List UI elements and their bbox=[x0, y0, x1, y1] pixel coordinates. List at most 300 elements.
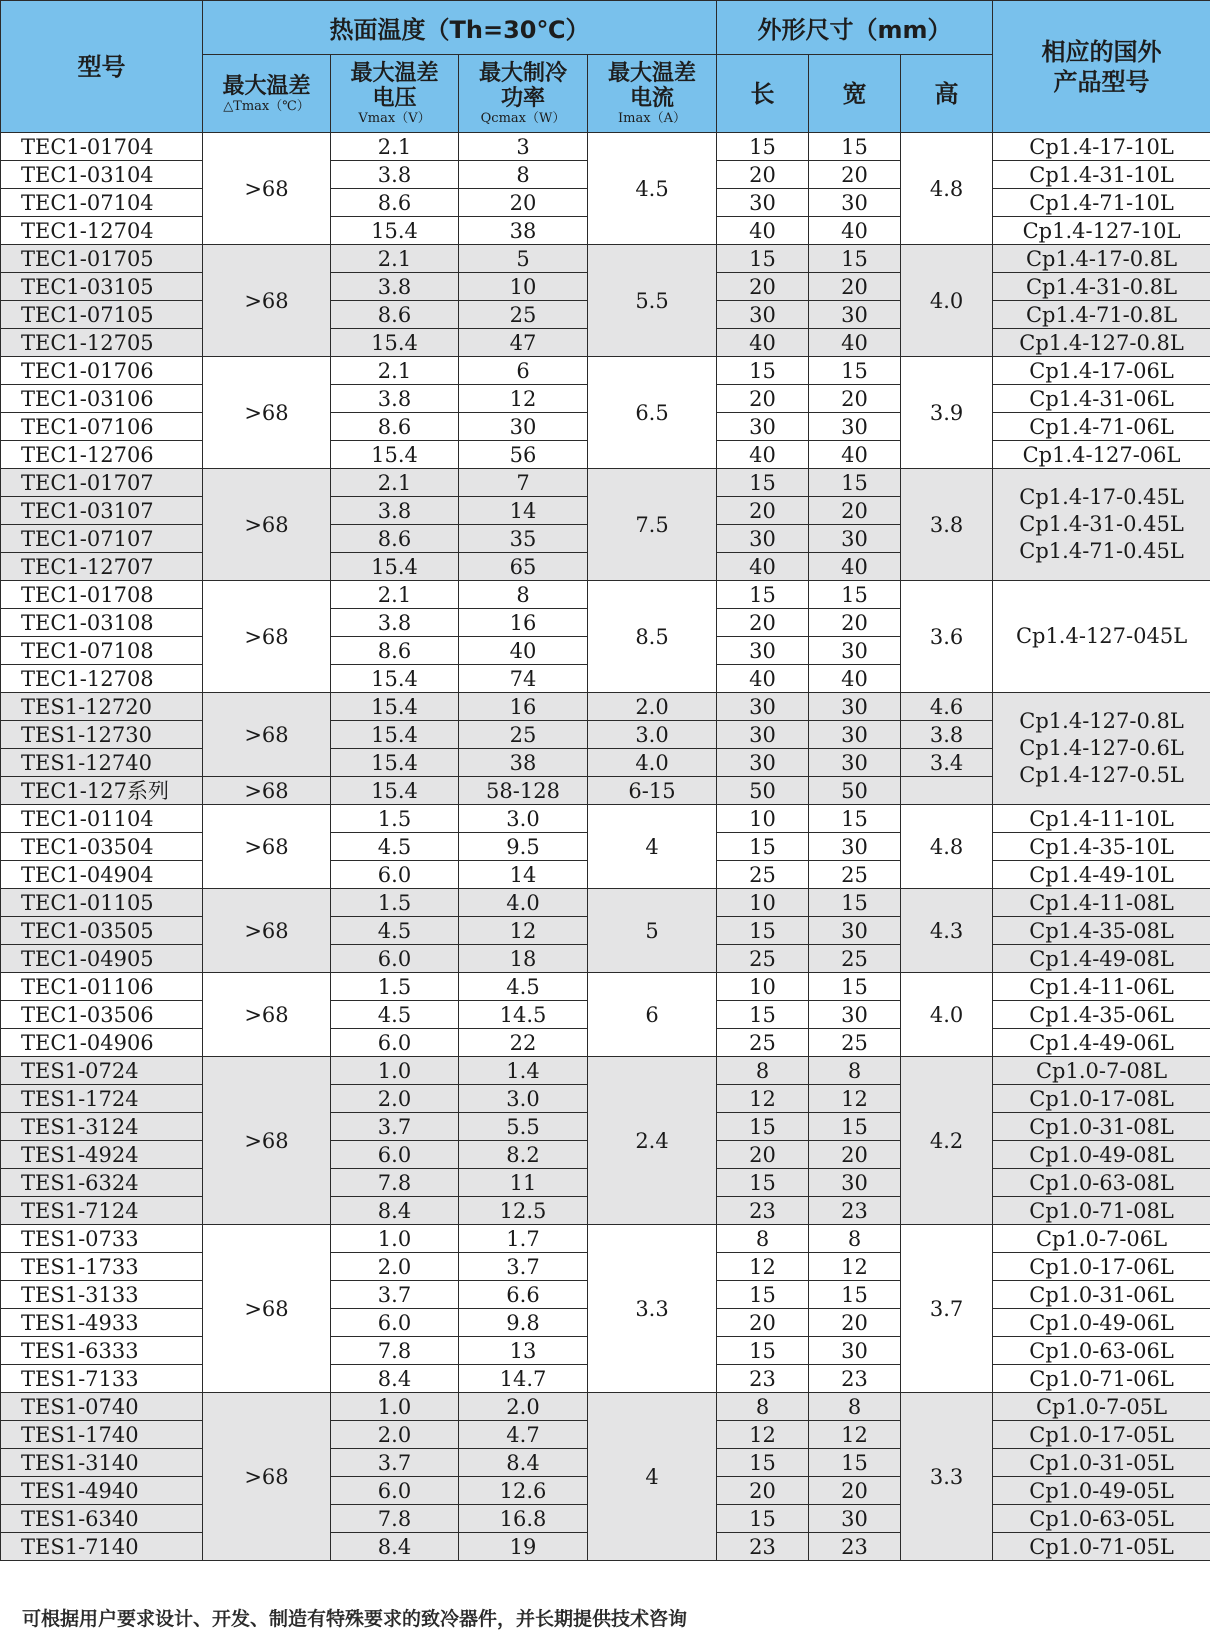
length-cell: 20 bbox=[717, 1477, 809, 1505]
height-cell: 4.6 bbox=[901, 693, 993, 721]
model-cell: TEC1-07105 bbox=[1, 301, 203, 329]
v-max-cell: 8.6 bbox=[331, 301, 459, 329]
v-max-cell: 1.5 bbox=[331, 805, 459, 833]
table-row bbox=[1, 889, 1210, 917]
model-cell: TES1-4940 bbox=[1, 1477, 203, 1505]
length-cell: 10 bbox=[717, 889, 809, 917]
v-max-cell: 8.6 bbox=[331, 637, 459, 665]
foreign-model-cell: Cp1.4-31-0.8L bbox=[993, 273, 1210, 301]
foreign-model-cell: Cp1.4-11-08L bbox=[993, 889, 1210, 917]
v-max-cell: 6.0 bbox=[331, 1477, 459, 1505]
length-cell: 15 bbox=[717, 917, 809, 945]
width-cell: 20 bbox=[809, 161, 901, 189]
foreign-model-line: Cp1.4-127-0.8L bbox=[1019, 709, 1184, 733]
q-max-cell: 1.4 bbox=[459, 1057, 588, 1085]
v-max-cell: 1.0 bbox=[331, 1393, 459, 1421]
length-cell: 30 bbox=[717, 413, 809, 441]
q-max-cell: 6.6 bbox=[459, 1281, 588, 1309]
v-max-cell: 3.8 bbox=[331, 609, 459, 637]
v-max-cell: 8.4 bbox=[331, 1365, 459, 1393]
width-cell: 8 bbox=[809, 1225, 901, 1253]
width-cell: 50 bbox=[809, 777, 901, 805]
length-cell: 15 bbox=[717, 133, 809, 161]
model-cell: TES1-12730 bbox=[1, 721, 203, 749]
length-cell: 30 bbox=[717, 189, 809, 217]
q-max-cell: 3 bbox=[459, 133, 588, 161]
model-cell: TEC1-01705 bbox=[1, 245, 203, 273]
model-cell: TEC1-127系列 bbox=[1, 777, 203, 805]
foreign-model-cell: Cp1.4-11-06L bbox=[993, 973, 1210, 1001]
v-max-cell: 2.0 bbox=[331, 1421, 459, 1449]
model-cell: TEC1-04906 bbox=[1, 1029, 203, 1057]
width-cell: 15 bbox=[809, 357, 901, 385]
width-cell: 30 bbox=[809, 1337, 901, 1365]
height-cell: 3.6 bbox=[901, 581, 993, 693]
table-row bbox=[1, 973, 1210, 1001]
height-cell: 3.9 bbox=[901, 357, 993, 469]
col-length-header: 长 bbox=[717, 55, 809, 133]
foreign-model-cell: Cp1.4-17-0.8L bbox=[993, 245, 1210, 273]
v-max-cell: 6.0 bbox=[331, 945, 459, 973]
model-cell: TEC1-01106 bbox=[1, 973, 203, 1001]
model-cell: TEC1-07106 bbox=[1, 413, 203, 441]
col-i-max-header bbox=[588, 55, 717, 133]
v-max-cell: 7.8 bbox=[331, 1337, 459, 1365]
table-row bbox=[1, 357, 1210, 385]
foreign-model-cell: Cp1.0-31-06L bbox=[993, 1281, 1210, 1309]
table-row bbox=[1, 469, 1210, 497]
model-cell: TEC1-07104 bbox=[1, 189, 203, 217]
v-max-cell: 15.4 bbox=[331, 217, 459, 245]
width-cell: 20 bbox=[809, 1477, 901, 1505]
length-cell: 15 bbox=[717, 245, 809, 273]
length-cell: 40 bbox=[717, 665, 809, 693]
v-max-cell: 15.4 bbox=[331, 693, 459, 721]
width-cell: 15 bbox=[809, 1113, 901, 1141]
height-cell: 4.8 bbox=[901, 133, 993, 245]
model-cell: TES1-6340 bbox=[1, 1505, 203, 1533]
width-cell: 15 bbox=[809, 581, 901, 609]
length-cell: 25 bbox=[717, 861, 809, 889]
width-cell: 40 bbox=[809, 217, 901, 245]
i-max-cell: 3.0 bbox=[588, 721, 717, 749]
model-cell: TEC1-03505 bbox=[1, 917, 203, 945]
model-cell: TEC1-07107 bbox=[1, 525, 203, 553]
foreign-model-cell: Cp1.0-71-05L bbox=[993, 1533, 1210, 1561]
v-max-cell: 2.1 bbox=[331, 357, 459, 385]
model-cell: TES1-1724 bbox=[1, 1085, 203, 1113]
foreign-model-cell: Cp1.0-63-05L bbox=[993, 1505, 1210, 1533]
foreign-model-label: 相应的国外产品型号 bbox=[1041, 37, 1162, 96]
width-cell: 20 bbox=[809, 1309, 901, 1337]
width-cell: 30 bbox=[809, 301, 901, 329]
length-cell: 30 bbox=[717, 693, 809, 721]
length-cell: 20 bbox=[717, 161, 809, 189]
foreign-model-cell bbox=[993, 581, 1210, 693]
q-max-cell: 18 bbox=[459, 945, 588, 973]
height-cell: 4.0 bbox=[901, 245, 993, 357]
length-cell: 25 bbox=[717, 1029, 809, 1057]
length-cell: 15 bbox=[717, 1449, 809, 1477]
foreign-model-cell: Cp1.0-63-06L bbox=[993, 1337, 1210, 1365]
width-cell: 15 bbox=[809, 1449, 901, 1477]
model-cell: TEC1-01104 bbox=[1, 805, 203, 833]
width-cell: 30 bbox=[809, 721, 901, 749]
q-max-cell: 14.5 bbox=[459, 1001, 588, 1029]
length-cell: 15 bbox=[717, 1281, 809, 1309]
col-width-header: 宽 bbox=[809, 55, 901, 133]
foreign-model-cell: Cp1.4-71-10L bbox=[993, 189, 1210, 217]
q-max-cell: 4.5 bbox=[459, 973, 588, 1001]
v-max-cell: 4.5 bbox=[331, 917, 459, 945]
v-max-cell: 6.0 bbox=[331, 861, 459, 889]
v-max-cell: 2.1 bbox=[331, 133, 459, 161]
foreign-model-cell bbox=[993, 469, 1210, 581]
height-cell: 3.4 bbox=[901, 749, 993, 777]
q-max-cell: 11 bbox=[459, 1169, 588, 1197]
dt-max-cell: >68 bbox=[203, 357, 331, 469]
v-max-cell: 3.7 bbox=[331, 1449, 459, 1477]
col-v-max-header bbox=[331, 55, 459, 133]
q-max-cell: 8.4 bbox=[459, 1449, 588, 1477]
width-cell: 40 bbox=[809, 553, 901, 581]
width-cell: 30 bbox=[809, 1169, 901, 1197]
i-max-cell: 5 bbox=[588, 889, 717, 973]
v-max-cell: 1.0 bbox=[331, 1057, 459, 1085]
model-cell: TES1-0724 bbox=[1, 1057, 203, 1085]
model-cell: TES1-0740 bbox=[1, 1393, 203, 1421]
foreign-model-cell: Cp1.4-11-10L bbox=[993, 805, 1210, 833]
dt-max-cell: >68 bbox=[203, 245, 331, 357]
model-cell: TES1-7133 bbox=[1, 1365, 203, 1393]
length-cell: 20 bbox=[717, 385, 809, 413]
v-max-cell: 1.0 bbox=[331, 1225, 459, 1253]
v-max-cell: 3.8 bbox=[331, 161, 459, 189]
model-cell: TEC1-12708 bbox=[1, 665, 203, 693]
foreign-model-cell: Cp1.4-71-0.8L bbox=[993, 301, 1210, 329]
i-max-cell: 4 bbox=[588, 805, 717, 889]
foreign-model-cell: Cp1.0-17-05L bbox=[993, 1421, 1210, 1449]
q-max-cell: 12 bbox=[459, 385, 588, 413]
col-q-max-header bbox=[459, 55, 588, 133]
outline-size-header: 外形尺寸（mm） bbox=[717, 1, 993, 55]
table-row bbox=[1, 693, 1210, 721]
v-max-cell: 4.5 bbox=[331, 1001, 459, 1029]
v-max-cell: 15.4 bbox=[331, 441, 459, 469]
width-cell: 12 bbox=[809, 1421, 901, 1449]
table-row bbox=[1, 245, 1210, 273]
i-max-cell: 8.5 bbox=[588, 581, 717, 693]
v-max-cell: 6.0 bbox=[331, 1029, 459, 1057]
width-cell: 25 bbox=[809, 1029, 901, 1057]
width-cell: 20 bbox=[809, 609, 901, 637]
v-max-cell: 3.8 bbox=[331, 385, 459, 413]
model-cell: TEC1-03504 bbox=[1, 833, 203, 861]
i-max-cell: 6-15 bbox=[588, 777, 717, 805]
dt-max-label: 最大温差 bbox=[222, 73, 311, 99]
table-row bbox=[1, 1057, 1210, 1085]
q-max-cell: 40 bbox=[459, 637, 588, 665]
q-max-cell: 22 bbox=[459, 1029, 588, 1057]
dt-max-cell: >68 bbox=[203, 805, 331, 889]
length-cell: 20 bbox=[717, 1141, 809, 1169]
v-max-cell: 8.6 bbox=[331, 189, 459, 217]
q-max-unit: Qcmax（W） bbox=[480, 111, 566, 126]
q-max-cell: 8 bbox=[459, 161, 588, 189]
length-cell: 12 bbox=[717, 1085, 809, 1113]
col-dt-max-header bbox=[203, 55, 331, 133]
foreign-model-cell: Cp1.4-127-06L bbox=[993, 441, 1210, 469]
q-max-cell: 25 bbox=[459, 721, 588, 749]
dt-max-cell: >68 bbox=[203, 581, 331, 693]
height-cell: 3.3 bbox=[901, 1393, 993, 1561]
height-cell: 4.8 bbox=[901, 805, 993, 889]
foreign-model-cell: Cp1.0-7-08L bbox=[993, 1057, 1210, 1085]
q-max-cell: 3.0 bbox=[459, 1085, 588, 1113]
i-max-label: 最大温差电流 bbox=[608, 61, 697, 111]
q-max-cell: 10 bbox=[459, 273, 588, 301]
model-cell: TES1-12720 bbox=[1, 693, 203, 721]
width-cell: 15 bbox=[809, 889, 901, 917]
q-max-cell: 30 bbox=[459, 413, 588, 441]
width-cell: 15 bbox=[809, 1281, 901, 1309]
q-max-cell: 3.7 bbox=[459, 1253, 588, 1281]
i-max-cell: 2.4 bbox=[588, 1057, 717, 1225]
width-cell: 15 bbox=[809, 469, 901, 497]
q-max-label: 最大制冷功率 bbox=[478, 61, 567, 111]
model-cell: TEC1-01704 bbox=[1, 133, 203, 161]
model-cell: TES1-3140 bbox=[1, 1449, 203, 1477]
table-row bbox=[1, 133, 1210, 161]
width-cell: 15 bbox=[809, 133, 901, 161]
width-cell: 30 bbox=[809, 1001, 901, 1029]
width-cell: 30 bbox=[809, 917, 901, 945]
length-cell: 50 bbox=[717, 777, 809, 805]
q-max-cell: 19 bbox=[459, 1533, 588, 1561]
q-max-cell: 14.7 bbox=[459, 1365, 588, 1393]
foreign-model-cell: Cp1.4-17-06L bbox=[993, 357, 1210, 385]
i-max-cell: 4.0 bbox=[588, 749, 717, 777]
foreign-model-cell: Cp1.4-35-10L bbox=[993, 833, 1210, 861]
length-cell: 8 bbox=[717, 1225, 809, 1253]
v-max-cell: 2.1 bbox=[331, 469, 459, 497]
width-cell: 30 bbox=[809, 413, 901, 441]
length-cell: 40 bbox=[717, 329, 809, 357]
model-cell: TES1-1740 bbox=[1, 1421, 203, 1449]
width-cell: 25 bbox=[809, 861, 901, 889]
model-cell: TES1-6324 bbox=[1, 1169, 203, 1197]
model-cell: TEC1-04905 bbox=[1, 945, 203, 973]
q-max-cell: 2.0 bbox=[459, 1393, 588, 1421]
width-cell: 30 bbox=[809, 525, 901, 553]
q-max-cell: 4.0 bbox=[459, 889, 588, 917]
length-cell: 10 bbox=[717, 973, 809, 1001]
length-cell: 12 bbox=[717, 1253, 809, 1281]
q-max-cell: 16 bbox=[459, 609, 588, 637]
q-max-cell: 8.2 bbox=[459, 1141, 588, 1169]
foreign-model-cell bbox=[993, 693, 1210, 805]
v-max-cell: 15.4 bbox=[331, 665, 459, 693]
q-max-cell: 5 bbox=[459, 245, 588, 273]
width-cell: 23 bbox=[809, 1533, 901, 1561]
width-cell: 30 bbox=[809, 693, 901, 721]
v-max-cell: 15.4 bbox=[331, 721, 459, 749]
foreign-model-cell: Cp1.4-35-08L bbox=[993, 917, 1210, 945]
foreign-model-cell: Cp1.0-71-06L bbox=[993, 1365, 1210, 1393]
q-max-cell: 3.0 bbox=[459, 805, 588, 833]
model-cell: TES1-12740 bbox=[1, 749, 203, 777]
height-cell bbox=[901, 777, 993, 805]
v-max-unit: Vmax（V） bbox=[358, 111, 431, 126]
height-cell: 3.8 bbox=[901, 721, 993, 749]
width-cell: 8 bbox=[809, 1057, 901, 1085]
length-cell: 40 bbox=[717, 217, 809, 245]
width-cell: 20 bbox=[809, 1141, 901, 1169]
i-max-cell: 4.5 bbox=[588, 133, 717, 245]
q-max-cell: 6 bbox=[459, 357, 588, 385]
length-cell: 20 bbox=[717, 609, 809, 637]
width-cell: 15 bbox=[809, 973, 901, 1001]
dt-max-cell: >68 bbox=[203, 1057, 331, 1225]
foreign-model-cell: Cp1.0-7-05L bbox=[993, 1393, 1210, 1421]
length-cell: 23 bbox=[717, 1197, 809, 1225]
table-row bbox=[1, 1393, 1210, 1421]
v-max-cell: 3.8 bbox=[331, 497, 459, 525]
dt-max-cell: >68 bbox=[203, 469, 331, 581]
model-cell: TEC1-03104 bbox=[1, 161, 203, 189]
v-max-cell: 3.8 bbox=[331, 273, 459, 301]
model-cell: TES1-0733 bbox=[1, 1225, 203, 1253]
length-cell: 23 bbox=[717, 1533, 809, 1561]
width-cell: 12 bbox=[809, 1085, 901, 1113]
foreign-model-line: Cp1.4-127-0.6L bbox=[1019, 736, 1184, 760]
length-cell: 20 bbox=[717, 497, 809, 525]
foreign-model-cell: Cp1.4-31-06L bbox=[993, 385, 1210, 413]
length-cell: 10 bbox=[717, 805, 809, 833]
v-max-cell: 15.4 bbox=[331, 749, 459, 777]
length-cell: 12 bbox=[717, 1421, 809, 1449]
width-cell: 8 bbox=[809, 1393, 901, 1421]
foreign-model-line: Cp1.4-17-0.45L bbox=[1019, 485, 1184, 509]
q-max-cell: 58-128 bbox=[459, 777, 588, 805]
i-max-cell: 4 bbox=[588, 1393, 717, 1561]
q-max-cell: 47 bbox=[459, 329, 588, 357]
model-cell: TEC1-12705 bbox=[1, 329, 203, 357]
q-max-cell: 16.8 bbox=[459, 1505, 588, 1533]
q-max-cell: 56 bbox=[459, 441, 588, 469]
table-row bbox=[1, 805, 1210, 833]
foreign-model-cell: Cp1.4-31-10L bbox=[993, 161, 1210, 189]
footer-note: 可根据用户要求设计、开发、制造有特殊要求的致冷器件，并长期提供技术咨询 bbox=[22, 1608, 688, 1630]
length-cell: 15 bbox=[717, 469, 809, 497]
height-cell: 4.3 bbox=[901, 889, 993, 973]
length-cell: 30 bbox=[717, 525, 809, 553]
q-max-cell: 9.5 bbox=[459, 833, 588, 861]
model-cell: TEC1-03105 bbox=[1, 273, 203, 301]
q-max-cell: 4.7 bbox=[459, 1421, 588, 1449]
v-max-cell: 8.6 bbox=[331, 413, 459, 441]
q-max-cell: 16 bbox=[459, 693, 588, 721]
foreign-model-cell: Cp1.0-17-08L bbox=[993, 1085, 1210, 1113]
table-row bbox=[1, 1225, 1210, 1253]
model-cell: TEC1-03107 bbox=[1, 497, 203, 525]
length-cell: 30 bbox=[717, 749, 809, 777]
length-cell: 15 bbox=[717, 581, 809, 609]
q-max-cell: 14 bbox=[459, 861, 588, 889]
width-cell: 23 bbox=[809, 1197, 901, 1225]
table-header bbox=[1, 1, 1210, 133]
length-cell: 40 bbox=[717, 441, 809, 469]
q-max-cell: 12.6 bbox=[459, 1477, 588, 1505]
hot-side-temp-header: 热面温度（Th=30℃） bbox=[203, 1, 717, 55]
v-max-cell: 4.5 bbox=[331, 833, 459, 861]
v-max-label: 最大温差电压 bbox=[350, 61, 439, 111]
length-cell: 15 bbox=[717, 833, 809, 861]
dt-max-cell: >68 bbox=[203, 1393, 331, 1561]
length-cell: 8 bbox=[717, 1393, 809, 1421]
model-cell: TEC1-12704 bbox=[1, 217, 203, 245]
length-cell: 15 bbox=[717, 1001, 809, 1029]
model-cell: TEC1-12707 bbox=[1, 553, 203, 581]
v-max-cell: 6.0 bbox=[331, 1141, 459, 1169]
foreign-model-line: Cp1.4-31-0.45L bbox=[1019, 512, 1184, 536]
foreign-model-cell: Cp1.0-49-05L bbox=[993, 1477, 1210, 1505]
foreign-model-cell: Cp1.4-71-06L bbox=[993, 413, 1210, 441]
foreign-model-cell: Cp1.4-127-10L bbox=[993, 217, 1210, 245]
v-max-cell: 8.6 bbox=[331, 525, 459, 553]
length-cell: 23 bbox=[717, 1365, 809, 1393]
v-max-cell: 8.4 bbox=[331, 1533, 459, 1561]
model-cell: TES1-6333 bbox=[1, 1337, 203, 1365]
width-cell: 20 bbox=[809, 273, 901, 301]
length-cell: 20 bbox=[717, 273, 809, 301]
dt-max-cell: >68 bbox=[203, 693, 331, 777]
width-cell: 23 bbox=[809, 1365, 901, 1393]
model-cell: TEC1-07108 bbox=[1, 637, 203, 665]
dt-max-cell: >68 bbox=[203, 889, 331, 973]
length-cell: 15 bbox=[717, 357, 809, 385]
foreign-model-cell: Cp1.4-49-10L bbox=[993, 861, 1210, 889]
i-max-cell: 3.3 bbox=[588, 1225, 717, 1393]
v-max-cell: 3.7 bbox=[331, 1113, 459, 1141]
foreign-model-cell: Cp1.4-49-06L bbox=[993, 1029, 1210, 1057]
dt-max-unit: △Tmax（℃） bbox=[223, 98, 310, 114]
q-max-cell: 38 bbox=[459, 217, 588, 245]
model-cell: TES1-4924 bbox=[1, 1141, 203, 1169]
height-cell: 3.7 bbox=[901, 1225, 993, 1393]
model-cell: TES1-3133 bbox=[1, 1281, 203, 1309]
q-max-cell: 13 bbox=[459, 1337, 588, 1365]
width-cell: 12 bbox=[809, 1253, 901, 1281]
foreign-model-cell: Cp1.0-31-08L bbox=[993, 1113, 1210, 1141]
width-cell: 20 bbox=[809, 497, 901, 525]
q-max-cell: 38 bbox=[459, 749, 588, 777]
dt-max-cell: >68 bbox=[203, 973, 331, 1057]
v-max-cell: 2.0 bbox=[331, 1253, 459, 1281]
table-body bbox=[1, 133, 1210, 1561]
foreign-model-cell: Cp1.0-17-06L bbox=[993, 1253, 1210, 1281]
foreign-model-cell: Cp1.0-7-06L bbox=[993, 1225, 1210, 1253]
dt-max-cell: >68 bbox=[203, 777, 331, 805]
i-max-cell: 6.5 bbox=[588, 357, 717, 469]
width-cell: 30 bbox=[809, 749, 901, 777]
length-cell: 30 bbox=[717, 301, 809, 329]
v-max-cell: 8.4 bbox=[331, 1197, 459, 1225]
v-max-cell: 6.0 bbox=[331, 1309, 459, 1337]
length-cell: 20 bbox=[717, 1309, 809, 1337]
i-max-cell: 5.5 bbox=[588, 245, 717, 357]
col-model-header: 型号 bbox=[1, 1, 203, 133]
